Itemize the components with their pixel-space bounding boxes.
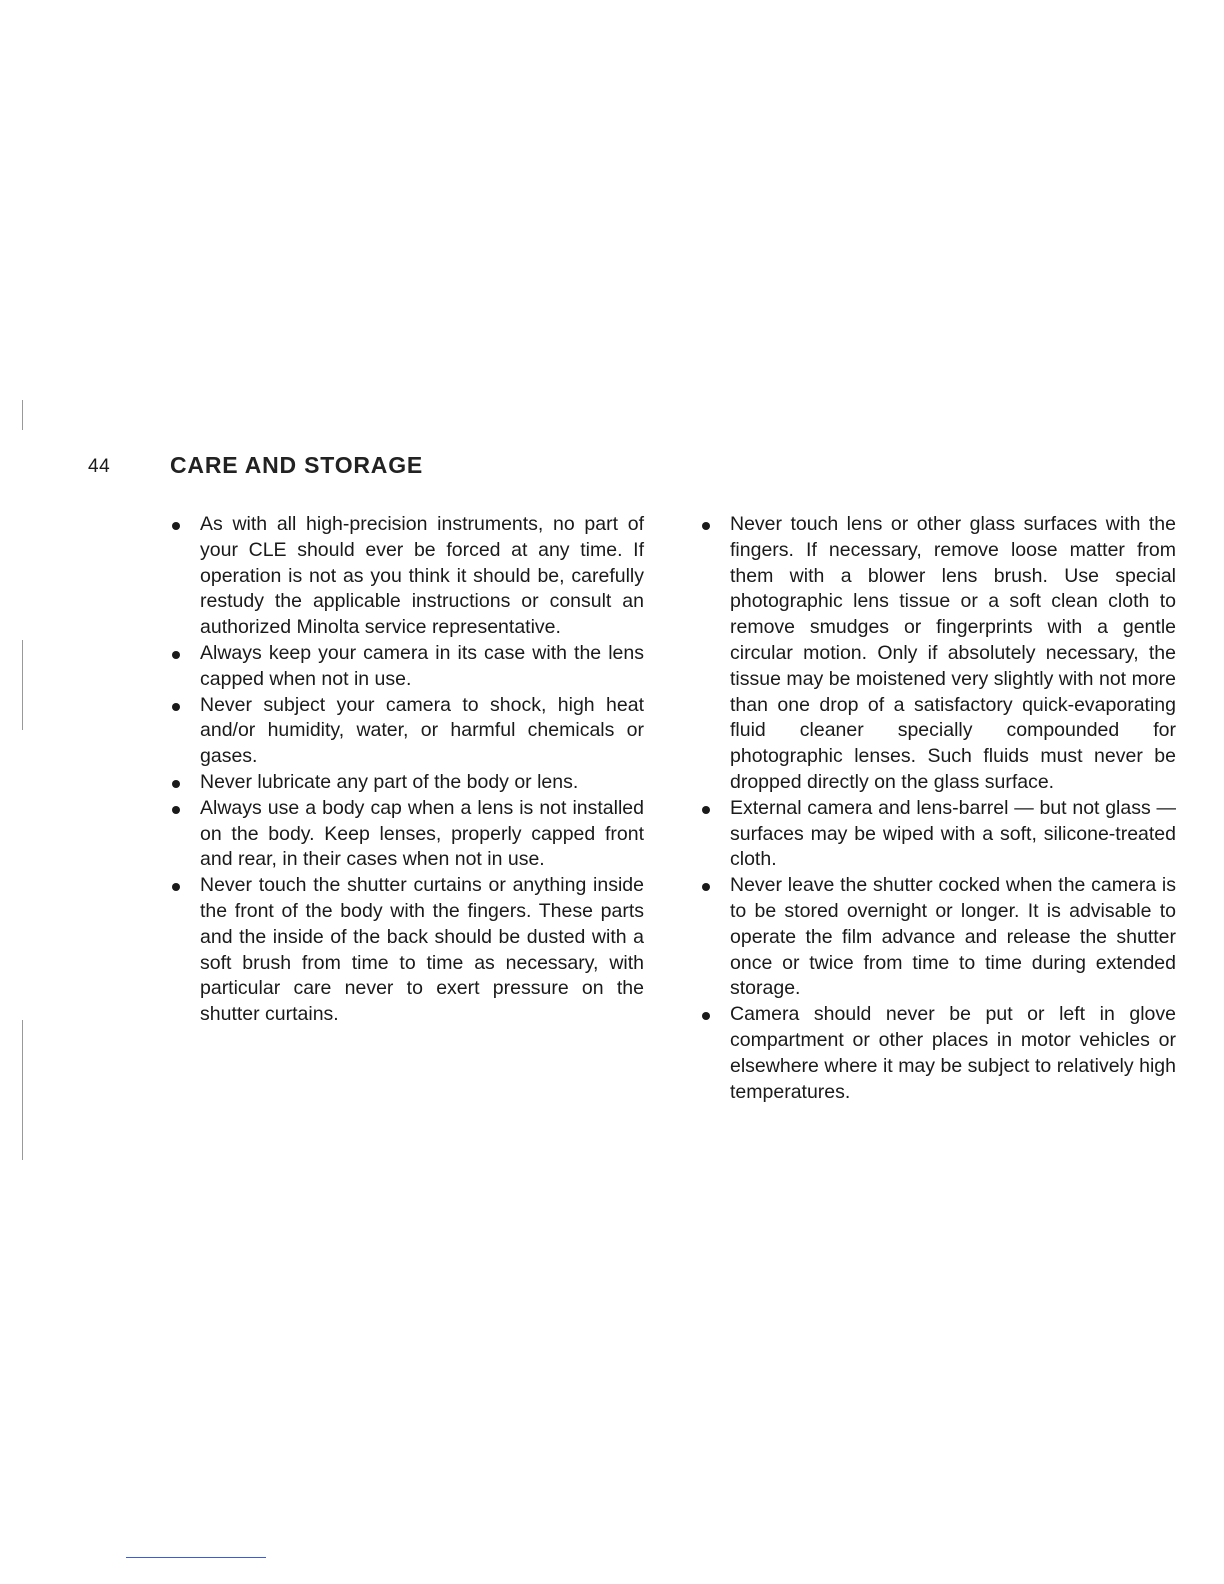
- list-item-text: Never subject your camera to shock, high heat and/or humidity, water, or harmful chemicals or gases.: [200, 693, 644, 768]
- list-item: [170, 796, 644, 873]
- list-item: [170, 693, 644, 770]
- bullet-icon: [172, 883, 180, 891]
- list-item-text: Never leave the shutter cocked when the camera is to be stored overnight or longer. It is advisable to operate the film advance and release the shutter once or twice from time to time during extended storage.: [730, 874, 1176, 1000]
- list-item: [700, 873, 1176, 1002]
- scan-edge-mark: [22, 1020, 23, 1160]
- bullet-icon: [702, 1012, 710, 1020]
- list-item: [700, 512, 1176, 796]
- bullet-icon: [702, 883, 710, 891]
- list-item-text: Always use a body cap when a lens is not installed on the body. Keep lenses, properly capped front and rear, in their cases when not in use.: [200, 796, 644, 871]
- list-item-text: Never lubricate any part of the body or lens.: [200, 770, 579, 793]
- bullet-icon: [702, 806, 710, 814]
- bullet-icon: [172, 703, 180, 711]
- bullet-icon: [172, 780, 180, 788]
- right-column-list: [700, 512, 1176, 1105]
- footnote-rule: [126, 1557, 266, 1558]
- list-item: [170, 512, 644, 641]
- scan-edge-mark: [22, 400, 23, 430]
- list-item-text: Never touch lens or other glass surfaces with the fingers. If necessary, remove loose matter from them with a blower lens brush. Use special photographic lens tissue or a soft clean cloth to remove smudges or fingerprints with a gentle circular motion. Only if absolutely necessary, the tissue may be moistened very slightly with not more than one drop of a satisfactory quick-evaporating fluid cleaner specially compounded for photographic lenses. Such fluids must never be dropped directly on the glass surface.: [730, 513, 1176, 793]
- list-item: [170, 770, 644, 796]
- bullet-icon: [172, 651, 180, 659]
- bullet-icon: [702, 522, 710, 530]
- list-item: [700, 1002, 1176, 1105]
- bullet-icon: [172, 522, 180, 530]
- page-number: 44: [88, 456, 111, 477]
- list-item-text: As with all high-precision instruments, no part of your CLE should ever be forced at any time. If operation is not as you think it should be, carefully restudy the applicable instructions or consult an authorized Minolta service representative.: [200, 513, 644, 639]
- list-item-text: Always keep your camera in its case with the lens capped when not in use.: [200, 641, 644, 690]
- list-item-text: Never touch the shutter curtains or anything inside the front of the body with the fingers. These parts and the inside of the back should be dusted with a soft brush from time to time as necessary, with particular care never to exert pressure on the shutter curtains.: [200, 874, 644, 1026]
- list-item: [700, 796, 1176, 873]
- page-title: CARE AND STORAGE: [170, 452, 424, 478]
- left-column-list: [170, 512, 644, 1028]
- list-item: [170, 873, 644, 1028]
- list-item: [170, 641, 644, 693]
- list-item-text: Camera should never be put or left in glove compartment or other places in motor vehicles or elsewhere where it may be subject to relatively high temperatures.: [730, 1003, 1176, 1103]
- scan-edge-mark: [22, 640, 23, 730]
- list-item-text: External camera and lens-barrel — but not glass — surfaces may be wiped with a soft, silicone-treated cloth.: [730, 796, 1176, 871]
- bullet-icon: [172, 806, 180, 814]
